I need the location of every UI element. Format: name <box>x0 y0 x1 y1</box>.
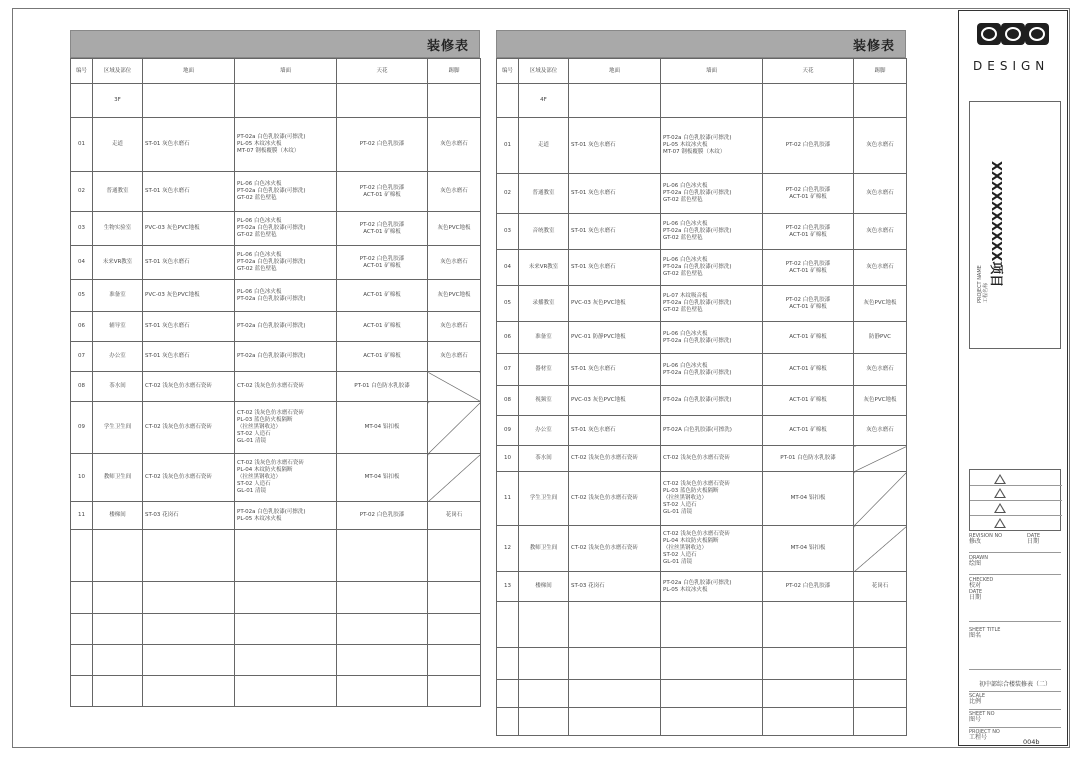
table-row <box>71 530 481 582</box>
area-name: 准备室 <box>93 280 143 312</box>
floor-finish: CT-02 浅灰色仿水磨石瓷砖 <box>143 402 235 454</box>
table-row <box>497 354 907 386</box>
skirting-finish <box>428 372 481 402</box>
ceiling-finish: ACT-01 矿棉板 <box>763 354 854 386</box>
skirting-finish: 灰色水磨石 <box>428 118 481 172</box>
table-row <box>497 386 907 416</box>
row-number: 08 <box>71 372 93 402</box>
ceiling-finish: ACT-01 矿棉板 <box>763 416 854 446</box>
ceiling-finish: PT-02 白色乳胶漆 ACT-01 矿棉板 <box>337 212 428 246</box>
skirting-finish: 灰色水磨石 <box>854 214 907 250</box>
table-row <box>71 342 481 372</box>
area-name: 辅导室 <box>93 312 143 342</box>
project-name-label: PROJECT NAME 工程名称 <box>977 265 989 303</box>
skirting-finish: 灰色PVC地板 <box>428 212 481 246</box>
table-row <box>71 454 481 502</box>
floor-finish: CT-02 浅灰色仿水磨石瓷砖 <box>143 372 235 402</box>
table-row <box>497 174 907 214</box>
skirting-finish <box>428 454 481 502</box>
wall-finish <box>235 614 337 645</box>
area-name: 教师卫生间 <box>93 454 143 502</box>
row-number: 02 <box>71 172 93 212</box>
table-row <box>71 212 481 246</box>
revision-triangle-icon <box>994 503 1006 513</box>
wall-finish: PT-02a 白色乳胶漆(可擦洗) PL-05 木纹冰火板 MT-07 钢板覆膜（木纹） <box>661 118 763 174</box>
schedule-table <box>496 58 907 736</box>
row-number <box>497 680 519 708</box>
ceiling-finish: ACT-01 矿棉板 <box>337 342 428 372</box>
ceiling-finish: MT-04 铝扣板 <box>763 472 854 526</box>
row-number <box>71 676 93 707</box>
ceiling-finish <box>763 84 854 118</box>
column-header: 踢脚 <box>428 59 481 84</box>
wall-finish: CT-02 浅灰色仿水磨石瓷砖 PL-04 木纹防火板隔断 （拉丝黑钢收边） ST-02 人造石 GL-01 清镜 <box>235 454 337 502</box>
skirting-finish: 花岗石 <box>854 572 907 602</box>
area-name: 走道 <box>519 118 569 174</box>
floor-finish: CT-02 浅灰色仿水磨石瓷砖 <box>569 472 661 526</box>
wall-finish: PT-02a 白色乳胶漆(可擦洗) <box>235 312 337 342</box>
table-row <box>497 446 907 472</box>
skirting-finish <box>428 84 481 118</box>
area-name: 普通教室 <box>93 172 143 212</box>
row-number <box>71 582 93 614</box>
schedule-title: 装修表 <box>70 30 480 58</box>
wall-finish: PL-06 白色冰火板 PT-02a 白色乳胶漆(可擦洗) GT-02 蓝色壁毡 <box>235 246 337 280</box>
area-name <box>93 530 143 582</box>
sheet-number: 004b <box>1023 738 1040 746</box>
row-number <box>497 602 519 648</box>
floor-finish <box>569 680 661 708</box>
table-row <box>497 118 907 174</box>
wall-finish: PT-02A 白色乳胶漆(可擦洗) <box>661 416 763 446</box>
row-number: 10 <box>497 446 519 472</box>
column-header: 编号 <box>497 59 519 84</box>
skirting-finish: 灰色水磨石 <box>854 174 907 214</box>
area-name <box>519 648 569 680</box>
table-row <box>497 472 907 526</box>
row-number <box>71 530 93 582</box>
area-name <box>93 582 143 614</box>
area-name: 学生卫生间 <box>519 472 569 526</box>
ceiling-finish: PT-02 白色乳胶漆 ACT-01 矿棉板 <box>763 174 854 214</box>
skirting-finish: 灰色水磨石 <box>854 416 907 446</box>
wall-finish: PT-02a 白色乳胶漆(可擦洗) PL-05 木纹冰火板 MT-07 钢板覆膜（木纹） <box>235 118 337 172</box>
area-name <box>519 680 569 708</box>
area-name: 准备室 <box>519 322 569 354</box>
wall-finish <box>235 582 337 614</box>
wall-finish: PL-06 白色冰火板 PT-02a 白色乳胶漆(可擦洗) GT-02 蓝色壁毡 <box>661 214 763 250</box>
skirting-finish: 灰色水磨石 <box>854 250 907 286</box>
wall-finish <box>235 84 337 118</box>
row-number: 12 <box>497 526 519 572</box>
wall-finish: PT-02a 白色乳胶漆(可擦洗) PL-05 木纹冰火板 <box>235 502 337 530</box>
skirting-finish: 灰色水磨石 <box>854 354 907 386</box>
skirting-finish <box>854 602 907 648</box>
table-row <box>71 676 481 707</box>
row-number: 05 <box>71 280 93 312</box>
row-number <box>71 645 93 676</box>
floor-finish: PVC-03 灰色PVC地板 <box>143 212 235 246</box>
floor-finish: CT-02 浅灰色仿水磨石瓷砖 <box>569 526 661 572</box>
row-number: 09 <box>71 402 93 454</box>
ceiling-finish: ACT-01 矿棉板 <box>337 312 428 342</box>
finish-schedule-right <box>496 30 906 736</box>
area-name: 未来VR教室 <box>519 250 569 286</box>
sheet-title: 初中部综合楼装修表（二） <box>978 681 1051 688</box>
ceiling-finish <box>337 645 428 676</box>
floor-finish: CT-02 浅灰色仿水磨石瓷砖 <box>569 446 661 472</box>
floor-finish <box>569 84 661 118</box>
skirting-finish: 灰色水磨石 <box>428 246 481 280</box>
row-number <box>497 648 519 680</box>
wall-finish: PL-06 白色冰火板 PT-02a 白色乳胶漆(可擦洗) <box>235 280 337 312</box>
ceiling-finish: ACT-01 矿棉板 <box>337 280 428 312</box>
floor-finish: PVC-01 防静PVC地板 <box>569 322 661 354</box>
table-row <box>71 84 481 118</box>
title-block <box>958 10 1068 746</box>
dop-logo <box>973 23 1053 55</box>
revision-triangle-icon <box>994 474 1006 484</box>
floor-finish <box>569 708 661 736</box>
ceiling-finish <box>763 648 854 680</box>
floor-finish <box>143 530 235 582</box>
table-row <box>497 648 907 680</box>
skirting-finish <box>428 582 481 614</box>
floor-finish: PVC-03 灰色PVC地板 <box>569 386 661 416</box>
table-row <box>71 172 481 212</box>
area-name <box>93 676 143 707</box>
table-row <box>71 280 481 312</box>
ceiling-finish <box>337 614 428 645</box>
row-number: 03 <box>497 214 519 250</box>
ceiling-finish: ACT-01 矿棉板 <box>763 322 854 354</box>
wall-finish <box>235 676 337 707</box>
row-number: 04 <box>497 250 519 286</box>
area-name: 3F <box>93 84 143 118</box>
column-header: 编号 <box>71 59 93 84</box>
ceiling-finish <box>337 530 428 582</box>
ceiling-finish: MT-04 铝扣板 <box>763 526 854 572</box>
skirting-finish <box>854 680 907 708</box>
column-header: 墙面 <box>661 59 763 84</box>
column-header: 地面 <box>569 59 661 84</box>
ceiling-finish <box>337 84 428 118</box>
skirting-finish <box>854 708 907 736</box>
floor-finish: PVC-03 灰色PVC地板 <box>143 280 235 312</box>
area-name <box>93 645 143 676</box>
skirting-finish: 灰色PVC地板 <box>854 386 907 416</box>
wall-finish: PL-06 白色冰火板 PT-02a 白色乳胶漆(可擦洗) GT-02 蓝色壁毡 <box>235 172 337 212</box>
table-row <box>71 372 481 402</box>
wall-finish: PT-02a 白色乳胶漆(可擦洗) PL-05 木纹冰火板 <box>661 572 763 602</box>
area-name <box>519 708 569 736</box>
schedule-title: 装修表 <box>496 30 906 58</box>
skirting-finish <box>428 530 481 582</box>
table-row <box>497 322 907 354</box>
project-box <box>969 101 1061 349</box>
revision-field: REVISION NO DATE 修改 日期 <box>969 533 1041 545</box>
wall-finish: PL-06 白色冰火板 PT-02a 白色乳胶漆(可擦洗) GT-02 蓝色壁毡 <box>661 250 763 286</box>
skirting-finish <box>428 645 481 676</box>
column-header: 区域及部位 <box>93 59 143 84</box>
row-number: 13 <box>497 572 519 602</box>
ceiling-finish: PT-02 白色乳胶漆 ACT-01 矿棉板 <box>337 172 428 212</box>
revision-triangle-icon <box>994 518 1006 528</box>
header-row <box>497 59 907 84</box>
ceiling-finish: MT-04 铝扣板 <box>337 454 428 502</box>
table-row <box>71 402 481 454</box>
row-number: 07 <box>71 342 93 372</box>
wall-finish: PL-06 白色冰火板 PT-02a 白色乳胶漆(可擦洗) GT-02 蓝色壁毡 <box>235 212 337 246</box>
wall-finish: PL-06 白色冰火板 PT-02a 白色乳胶漆(可擦洗) <box>661 322 763 354</box>
skirting-finish: 灰色水磨石 <box>428 312 481 342</box>
skirting-finish <box>854 446 907 472</box>
ceiling-finish <box>763 708 854 736</box>
floor-finish: ST-01 灰色水磨石 <box>143 312 235 342</box>
area-name: 视频室 <box>519 386 569 416</box>
floor-finish: ST-01 灰色水磨石 <box>143 118 235 172</box>
column-header: 踢脚 <box>854 59 907 84</box>
area-name: 茶水间 <box>519 446 569 472</box>
skirting-finish: 灰色PVC地板 <box>428 280 481 312</box>
row-number: 03 <box>71 212 93 246</box>
wall-finish: CT-02 浅灰色仿水磨石瓷砖 <box>235 372 337 402</box>
column-header: 区域及部位 <box>519 59 569 84</box>
floor-finish: CT-02 浅灰色仿水磨石瓷砖 <box>143 454 235 502</box>
floor-finish <box>569 648 661 680</box>
table-row <box>497 526 907 572</box>
wall-finish <box>661 602 763 648</box>
column-header: 墙面 <box>235 59 337 84</box>
area-name: 录播教室 <box>519 286 569 322</box>
drawn-field: DRAWN 绘图 <box>969 555 988 567</box>
floor-finish: ST-01 灰色水磨石 <box>143 246 235 280</box>
area-name: 楼梯间 <box>519 572 569 602</box>
area-name: 普通教室 <box>519 174 569 214</box>
ceiling-finish <box>337 676 428 707</box>
row-number: 01 <box>71 118 93 172</box>
area-name: 办公室 <box>93 342 143 372</box>
table-row <box>497 84 907 118</box>
skirting-finish <box>428 614 481 645</box>
floor-finish <box>143 614 235 645</box>
wall-finish <box>661 708 763 736</box>
skirting-finish: 灰色水磨石 <box>428 172 481 212</box>
area-name <box>93 614 143 645</box>
floor-finish <box>143 84 235 118</box>
area-name: 办公室 <box>519 416 569 446</box>
header-row <box>71 59 481 84</box>
ceiling-finish: PT-01 白色防水乳胶漆 <box>337 372 428 402</box>
row-number: 04 <box>71 246 93 280</box>
floor-finish: ST-01 灰色水磨石 <box>569 214 661 250</box>
wall-finish: CT-02 浅灰色仿水磨石瓷砖 PL-03 蓝色防火板隔断 （拉丝黑钢收边） ST-02 人造石 GL-01 清镜 <box>661 472 763 526</box>
row-number <box>497 84 519 118</box>
floor-finish: ST-01 灰色水磨石 <box>569 250 661 286</box>
area-name <box>519 602 569 648</box>
table-row <box>71 582 481 614</box>
wall-finish <box>661 648 763 680</box>
column-header: 地面 <box>143 59 235 84</box>
table-row <box>497 680 907 708</box>
area-name: 楼梯间 <box>93 502 143 530</box>
ceiling-finish: PT-01 白色防水乳胶漆 <box>763 446 854 472</box>
row-number <box>71 84 93 118</box>
ceiling-finish: PT-02 白色乳胶漆 ACT-01 矿棉板 <box>763 250 854 286</box>
skirting-finish <box>854 526 907 572</box>
wall-finish: CT-02 浅灰色仿水磨石瓷砖 <box>661 446 763 472</box>
project-no-field: PROJECT NO 工程号 <box>969 729 1000 741</box>
area-name: 生物实验室 <box>93 212 143 246</box>
table-row <box>71 502 481 530</box>
floor-finish: ST-01 灰色水磨石 <box>569 416 661 446</box>
wall-finish: PT-02a 白色乳胶漆(可擦洗) <box>235 342 337 372</box>
floor-finish <box>143 676 235 707</box>
area-name: 茶水间 <box>93 372 143 402</box>
floor-finish <box>143 582 235 614</box>
wall-finish: PL-06 白色冰火板 PT-02a 白色乳胶漆(可擦洗) GT-02 蓝色壁毡 <box>661 174 763 214</box>
area-name: 走道 <box>93 118 143 172</box>
ceiling-finish: PT-02 白色乳胶漆 ACT-01 矿棉板 <box>337 246 428 280</box>
wall-finish <box>235 530 337 582</box>
skirting-finish: 花岗石 <box>428 502 481 530</box>
table-row <box>497 286 907 322</box>
logo-subtext: DESIGN <box>973 59 1050 73</box>
ceiling-finish: PT-02 白色乳胶漆 ACT-01 矿棉板 <box>763 286 854 322</box>
skirting-finish: 灰色水磨石 <box>428 342 481 372</box>
scale-field: SCALE 比例 <box>969 693 986 705</box>
floor-finish: ST-01 灰色水磨石 <box>569 118 661 174</box>
table-row <box>71 312 481 342</box>
row-number: 11 <box>497 472 519 526</box>
skirting-finish <box>854 648 907 680</box>
wall-finish: PL-06 白色冰火板 PT-02a 白色乳胶漆(可擦洗) <box>661 354 763 386</box>
row-number: 02 <box>497 174 519 214</box>
skirting-finish: 灰色水磨石 <box>854 118 907 174</box>
floor-finish <box>569 602 661 648</box>
sheet-no-field: SHEET NO 图号 <box>969 711 995 723</box>
table-row <box>497 416 907 446</box>
schedule-table <box>70 58 481 707</box>
checked-field: CHECKED 校对 DATE 日期 <box>969 577 994 601</box>
skirting-finish <box>854 472 907 526</box>
floor-finish <box>143 645 235 676</box>
column-header: 天花 <box>337 59 428 84</box>
area-name: 器材室 <box>519 354 569 386</box>
floor-finish: ST-03 花岗石 <box>569 572 661 602</box>
wall-finish <box>661 84 763 118</box>
area-name: 教师卫生间 <box>519 526 569 572</box>
skirting-finish: 防静PVC <box>854 322 907 354</box>
row-number: 11 <box>71 502 93 530</box>
ceiling-finish: MT-04 铝扣板 <box>337 402 428 454</box>
table-row <box>71 246 481 280</box>
row-number: 07 <box>497 354 519 386</box>
finish-schedule-left <box>70 30 480 707</box>
table-row <box>497 214 907 250</box>
row-number: 06 <box>71 312 93 342</box>
ceiling-finish: PT-02 白色乳胶漆 <box>763 572 854 602</box>
area-name: 学生卫生间 <box>93 402 143 454</box>
row-number: 06 <box>497 322 519 354</box>
ceiling-finish <box>763 602 854 648</box>
floor-finish: ST-01 灰色水磨石 <box>569 354 661 386</box>
floor-finish: PVC-03 灰色PVC地板 <box>569 286 661 322</box>
row-number: 05 <box>497 286 519 322</box>
floor-finish: ST-01 灰色水磨石 <box>143 172 235 212</box>
row-number <box>71 614 93 645</box>
row-number: 09 <box>497 416 519 446</box>
ceiling-finish: PT-02 白色乳胶漆 <box>337 118 428 172</box>
wall-finish: CT-02 浅灰色仿水磨石瓷砖 PL-03 蓝色防火板隔断 （拉丝黑钢收边） ST-02 人造石 GL-01 清镜 <box>235 402 337 454</box>
table-row <box>71 614 481 645</box>
row-number: 01 <box>497 118 519 174</box>
row-number <box>497 708 519 736</box>
wall-finish <box>235 645 337 676</box>
table-row <box>497 572 907 602</box>
table-row <box>71 645 481 676</box>
floor-finish: ST-01 灰色水磨石 <box>143 342 235 372</box>
table-row <box>497 250 907 286</box>
wall-finish: PT-02a 白色乳胶漆(可擦洗) <box>661 386 763 416</box>
ceiling-finish <box>337 582 428 614</box>
area-name: 未来VR教室 <box>93 246 143 280</box>
table-row <box>497 708 907 736</box>
floor-finish: ST-03 花岗石 <box>143 502 235 530</box>
row-number: 08 <box>497 386 519 416</box>
wall-finish <box>661 680 763 708</box>
table-row <box>71 118 481 172</box>
area-name: 音统教室 <box>519 214 569 250</box>
skirting-finish <box>428 676 481 707</box>
revision-box <box>969 469 1061 531</box>
ceiling-finish: ACT-01 矿棉板 <box>763 386 854 416</box>
wall-finish: PL-07 木纹吸音板 PT-02a 白色乳胶漆(可擦洗) GT-02 蓝色壁毡 <box>661 286 763 322</box>
area-name: 4F <box>519 84 569 118</box>
revision-triangle-icon <box>994 488 1006 498</box>
skirting-finish: 灰色PVC地板 <box>854 286 907 322</box>
floor-finish: ST-01 灰色水磨石 <box>569 174 661 214</box>
skirting-finish <box>428 402 481 454</box>
skirting-finish <box>854 84 907 118</box>
row-number: 10 <box>71 454 93 502</box>
ceiling-finish <box>763 680 854 708</box>
ceiling-finish: PT-02 白色乳胶漆 <box>337 502 428 530</box>
wall-finish: CT-02 浅灰色仿水磨石瓷砖 PL-04 木纹防火板隔断 （拉丝黑钢收边） ST-02 人造石 GL-01 清镜 <box>661 526 763 572</box>
ceiling-finish: PT-02 白色乳胶漆 ACT-01 矿棉板 <box>763 214 854 250</box>
column-header: 天花 <box>763 59 854 84</box>
table-row <box>497 602 907 648</box>
project-title: XXXXXXXXXX项目 <box>988 161 1003 288</box>
sheet-title-field: SHEET TITLE 图名 <box>969 627 1001 639</box>
ceiling-finish: PT-02 白色乳胶漆 <box>763 118 854 174</box>
